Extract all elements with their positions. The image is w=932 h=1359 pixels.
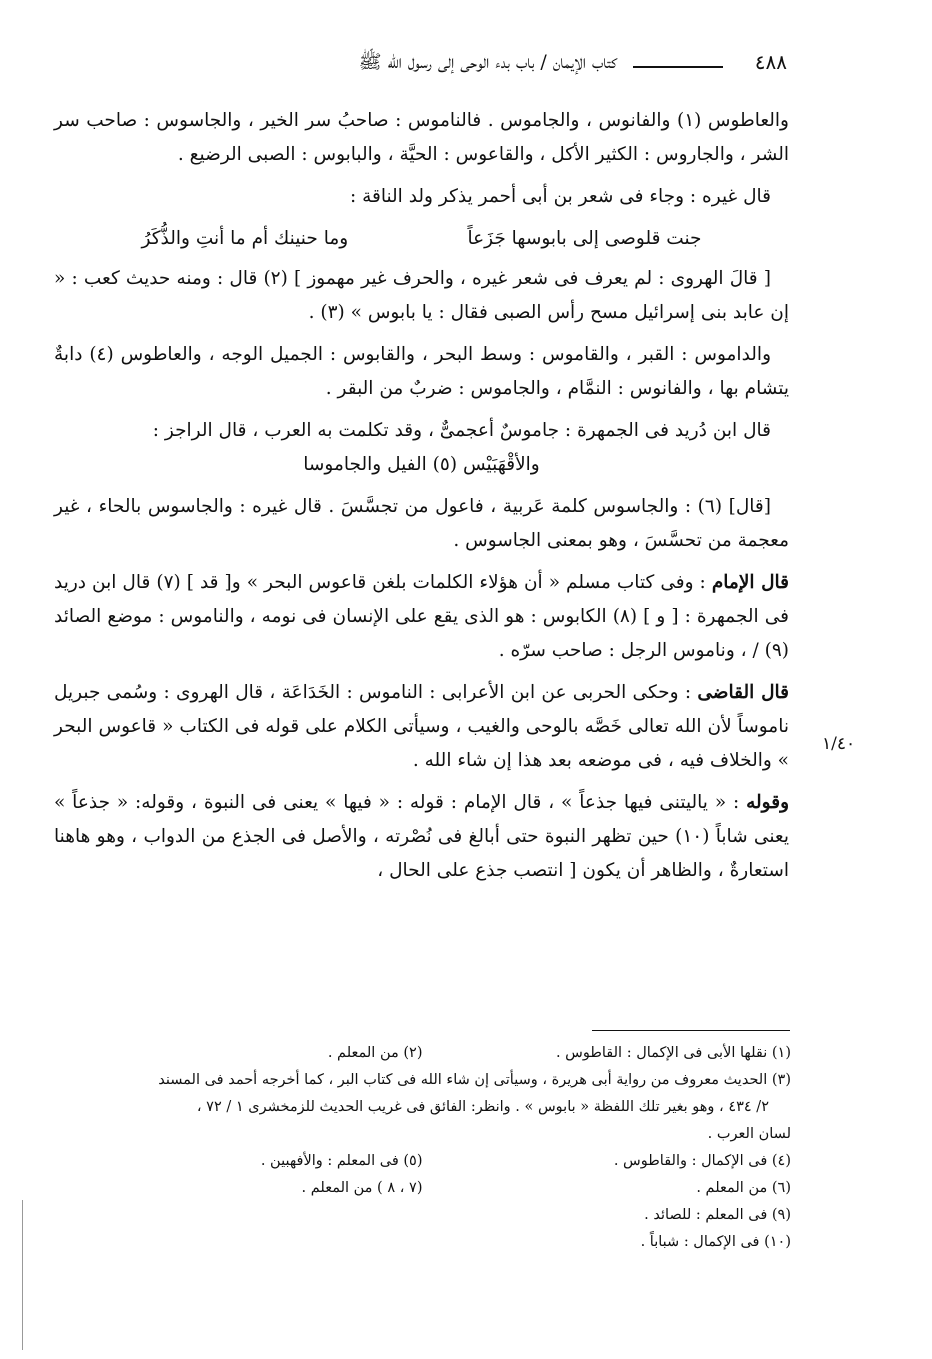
running-header bbox=[52, 48, 787, 84]
footnote: (٦) من المعلم . bbox=[696, 1180, 791, 1196]
footnote: (١) نقلها الأبى فى الإكمال : القاطوس . bbox=[555, 1045, 791, 1061]
rajaz-verse: والأقْهَبَيْس (٥) الفيل والجاموسا bbox=[303, 454, 540, 475]
poem-hemistich-second: وما حنينك أم ما أنتِ والذُّكَرُ bbox=[141, 228, 349, 249]
footnote-separator bbox=[592, 1030, 790, 1031]
footnote: (٩) فى المعلم : للصائد . bbox=[644, 1207, 791, 1223]
footnote: (١٠) فى الإكمال : شباباً . bbox=[640, 1234, 791, 1250]
paragraph: [قال] (٦) : والجاسوس كلمة عَربية ، فاعول من تجسَّسَ . قال غيره : والجاسوس بالحاء ، غير معجمة من تحسَّسَ ، وهو بمعنى الجاسوس . bbox=[54, 496, 789, 551]
paragraph-lead: وقوله bbox=[746, 792, 789, 813]
paragraph bbox=[54, 676, 789, 778]
poem-verse bbox=[142, 222, 702, 256]
page-gutter-line bbox=[22, 1200, 23, 1350]
paragraph bbox=[54, 566, 789, 668]
poem-hemistich-first: جنت قلوصى إلى بابوسها جَزَعاً bbox=[467, 228, 702, 249]
paragraph: [ قالَ الهروى : لم يعرف فى شعر غيره ، والحرف غير مهموز ] (٢) قال : ومنه حديث كعب : « إن عابد بنى إسرائيل مسح رأس الصبى فقال : يا بابوس » (٣) . bbox=[54, 268, 789, 323]
paragraph bbox=[54, 786, 789, 888]
paragraph-body: : وحكى الحربى عن ابن الأعرابى : الناموس : الخَدَاعَة ، قال الهروى : وسُمى جبريل ناموساً لأن الله تعالى خَصَّه بالوحى والغيب ، وسيأتى الكلام على قوله فى الكتاب « قاعوس البحر » والخلاف فيه ، فى موضعه بعد هذا إن شاء الله . bbox=[54, 682, 789, 771]
header-title: كتاب الإيمان / باب بدء الوحى إلى رسول الله ﷺ bbox=[358, 51, 617, 73]
footnote: (٣) الحديث معروف من رواية أبى هريرة ، وسيأتى إن شاء الله فى كتاب البر ، كما أخرجه أحمد فى المسند bbox=[158, 1072, 791, 1088]
paragraph: قال غيره : وجاء فى شعر بن أبى أحمر يذكر ولد الناقة : bbox=[349, 186, 771, 207]
paragraph-lead: قال الإمام bbox=[711, 572, 789, 593]
main-text bbox=[54, 104, 789, 896]
footnote-continuation: ٢/ ٤٣٤ ، وهو بغير تلك اللفظة « بابوس » . وانظر: الفائق فى غريب الحديث للزمخشرى ١ / ٧٢ ، bbox=[196, 1099, 769, 1115]
header-rule bbox=[633, 66, 723, 68]
paragraph: والعاطوس (١) والفانوس ، والجاموس . فالناموس : صاحبُ سر الخير ، والجاسوس : صاحب سر الشر ، والجاروس : الكثير الأكل ، والقاعوس : الحيَّة ، والبابوس : الصبى الرضيع . bbox=[54, 110, 789, 165]
page-number: ٤٨٨ bbox=[754, 50, 787, 74]
paragraph-body: : « ياليتنى فيها جذعاً » ، قال الإمام : قوله : « فيها » يعنى فى النبوة ، وقوله: « جذعاً » يعنى شاباً (١٠) حين تظهر النبوة حتى أبالغ فى نُصْرته ، والأصل فى الجذع من الدواب ، وهو هاهنا استعارةٌ ، والظاهر أن يكون [ انتصب جذع على الحال ، bbox=[54, 792, 789, 881]
paragraph: والداموس : القبر ، والقاموس : وسط البحر ، والقابوس : الجميل الوجه ، والعاطوس (٤) دابةٌ يتشام بها ، والفانوس : النمَّام ، والجاموس : ضربٌ من البقر . bbox=[54, 344, 789, 399]
paragraph-lead: قال القاضى bbox=[697, 682, 789, 703]
footnotes bbox=[54, 1040, 791, 1256]
margin-folio-note: ١/٤٠ bbox=[822, 734, 856, 754]
footnote-continuation: لسان العرب . bbox=[707, 1126, 791, 1142]
footnote: (٤) فى الإكمال : والقاطوس . bbox=[613, 1153, 791, 1169]
footnote: (٥) فى المعلم : والأفهبين . bbox=[260, 1153, 423, 1169]
paragraph: قال ابن دُريد فى الجمهرة : جاموسٌ أعجمىٌّ ، وقد تكلمت به العرب ، قال الراجز : bbox=[152, 420, 771, 441]
footnote: (٢) من المعلم . bbox=[327, 1045, 423, 1061]
paragraph-body: : وفى كتاب مسلم « أن هؤلاء الكلمات بلغن قاعوس البحر » و[ قد ] (٧) قال ابن دريد فى الجمهرة : [ و ] (٨) الكابوس : هو الذى يقع على الإنسان فى نومه ، والناموس : موضع الصائد (٩) / ، وناموس الرجل : صاحب سرّه . bbox=[54, 572, 789, 661]
footnote: (٧ ، ٨ ) من المعلم . bbox=[301, 1180, 423, 1196]
